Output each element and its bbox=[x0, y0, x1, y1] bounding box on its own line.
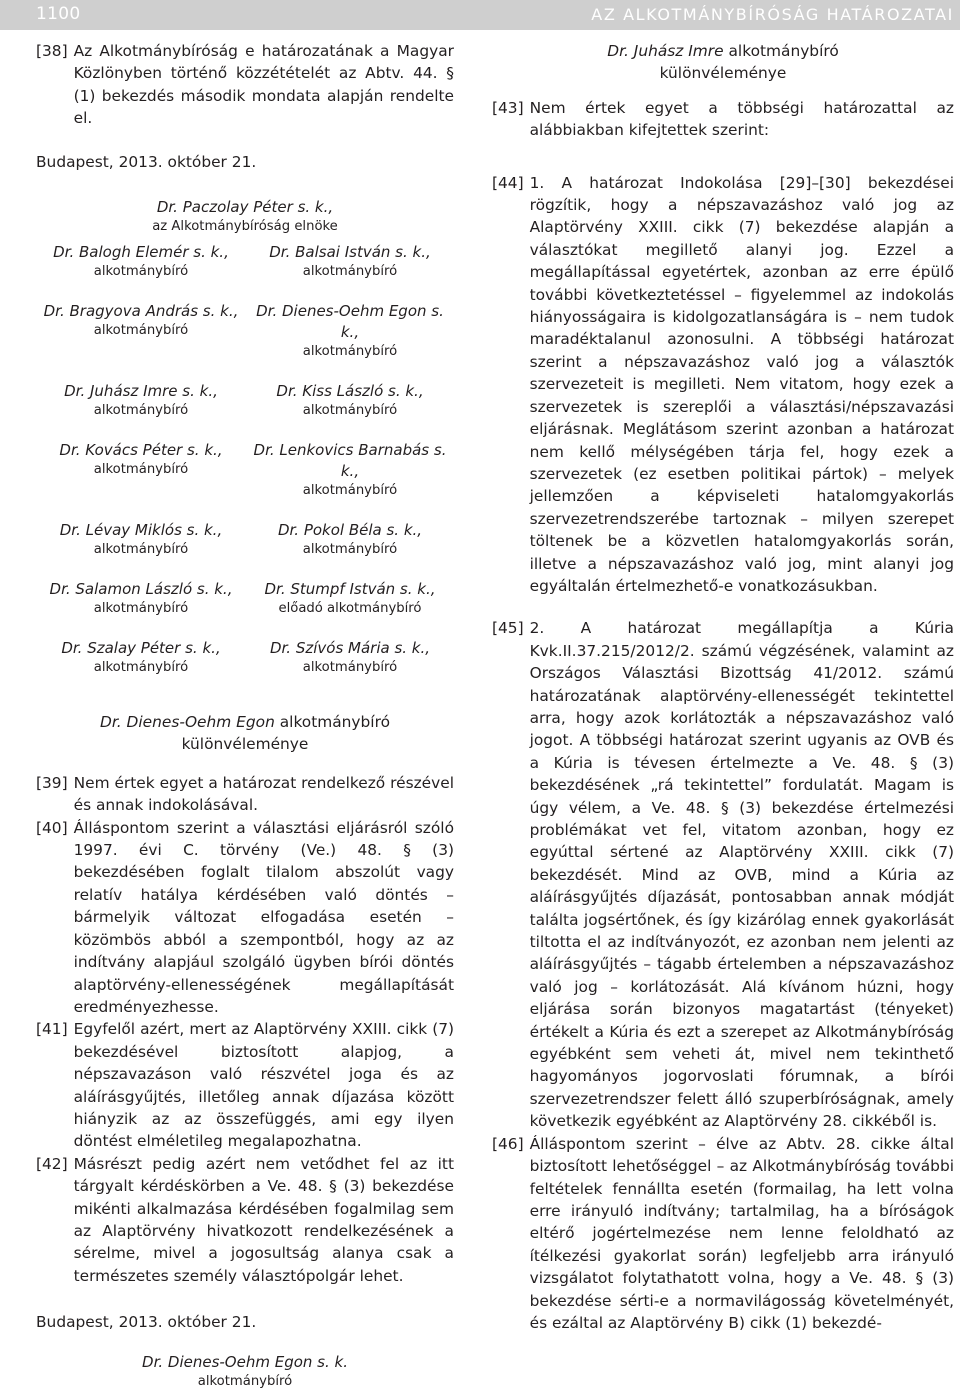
judge-role: előadó alkotmánybíró bbox=[278, 601, 422, 617]
judge-role: alkotmánybíró bbox=[302, 660, 398, 676]
judge-signature bbox=[246, 381, 454, 420]
paragraph-42 bbox=[36, 1153, 454, 1287]
paragraph-41 bbox=[36, 1018, 454, 1152]
judge-name: Dr. Dienes-Oehm Egon s. k., bbox=[256, 302, 444, 342]
dissent-author: Dr. Juhász Imre bbox=[607, 42, 724, 60]
running-title: AZ ALKOTMÁNYBÍRÓSÁG HATÁROZATAI bbox=[591, 5, 954, 24]
signatory-name: Dr. Paczolay Péter s. k., bbox=[156, 198, 334, 217]
judge-role: alkotmánybíró bbox=[302, 483, 398, 499]
paragraph-text: Álláspontom szerint – élve az Abtv. 28. cikke által biztosított lehetőséggel – az Alkotmánybíróság további feltételek fennállta esetén (formailag, ha lett volna erre irányuló indítvány; tartalmilag, ha a bíróságok eltérő jogértelmezése nem lenne feloldható az ítélkezési gyakorlat során) legfeljebb arra irányuló vizsgálatot folytathatott volna, hogy a Ve. 48. § (3) bekezdése sérti-e a normavilágosság követelményét, és ezáltal az Alaptörvény B) cikk (1) bekezdé- bbox=[529, 1134, 954, 1332]
signatory-role: az Alkotmánybíróság elnöke bbox=[152, 219, 338, 235]
paragraph-44 bbox=[492, 172, 954, 598]
judge-name: Dr. Szívós Mária s. k., bbox=[269, 639, 431, 658]
dissent-final-signature bbox=[36, 1352, 454, 1391]
paragraph-number: [45] bbox=[492, 619, 524, 638]
judge-role: alkotmánybíró bbox=[93, 660, 189, 676]
judge-role: alkotmánybíró bbox=[93, 323, 189, 339]
paragraph-number: [44] bbox=[492, 173, 524, 192]
judge-signature bbox=[246, 301, 454, 361]
paragraph-number: [43] bbox=[492, 98, 524, 117]
judge-signature bbox=[36, 242, 246, 281]
judge-signature bbox=[36, 638, 246, 677]
judge-name: Dr. Pokol Béla s. k., bbox=[277, 521, 423, 540]
paragraph-number: [38] bbox=[36, 42, 68, 60]
paragraph-40 bbox=[36, 817, 454, 1019]
judge-name: Dr. Juhász Imre s. k., bbox=[64, 382, 218, 401]
judge-signature bbox=[246, 520, 454, 559]
signatory-name: Dr. Dienes-Oehm Egon s. k. bbox=[142, 1352, 348, 1371]
paragraph-text: Nem értek egyet a határozat rendelkező részével és annak indokolásával. bbox=[73, 773, 454, 815]
paragraph-number: [40] bbox=[36, 818, 68, 837]
running-header bbox=[0, 0, 960, 30]
judge-signature bbox=[246, 579, 454, 618]
president-signature bbox=[36, 197, 454, 236]
dissent-label: különvéleménye bbox=[659, 64, 787, 83]
judge-role: alkotmánybíró bbox=[302, 542, 398, 558]
paragraph-43 bbox=[492, 97, 954, 142]
signatory-role: alkotmánybíró bbox=[197, 1373, 293, 1389]
dissent-author-role: alkotmánybíró bbox=[728, 42, 839, 60]
dissent-date: Budapest, 2013. október 21. bbox=[36, 1313, 257, 1332]
judge-signature bbox=[246, 242, 454, 281]
paragraph-number: [41] bbox=[36, 1020, 68, 1039]
paragraph-text: Álláspontom szerint a választási eljárásról szóló 1997. évi C. törvény (Ve.) 48. § (3) bekezdésében foglalt tilalom abszolút vagy relatív hatálya kérdésében való döntés – bármelyik változat elfogadása esetén – közömbös abból a szempontból, hogy az az indítvány alapjául szolgáló ügyben bírói döntés alaptörvény-ellenességének megállapítását eredményezhesse. bbox=[73, 818, 454, 1016]
judge-signature bbox=[36, 520, 246, 559]
judge-name: Dr. Szalay Péter s. k., bbox=[61, 639, 221, 658]
judge-role: alkotmánybíró bbox=[93, 264, 189, 280]
judge-name: Dr. Balogh Elemér s. k., bbox=[53, 243, 229, 262]
dissent-label: különvéleménye bbox=[181, 735, 309, 754]
dissent-author-role: alkotmánybíró bbox=[279, 713, 390, 732]
paragraph-text: 2. A határozat megállapítja a Kúria Kvk.II.37.215/2012/2. számú végzésének, valamint az Országos Választási Bizottság 41/2012. számú határozatának alaptörvény-ellenességét tekintettel arra, hogy azok korlátozták a népszavazáshoz való jogot. A többségi határozat szerint ugyanis az OVB és a Kúria is tévesen értelmezte a Ve. 48. § (3) bekezdésének „rá tekintettel” fordulatát. Magam is úgy vélem, a Ve. 48. § (3) bekezdése értelmezési problémákat vet fel, vitatom azonban, hogy ez egyúttal sértené az Alaptörvény XXIII. cikk (7) bekezdését. Mind az OVB, mind a Kúria az aláírásgyűjtés díjazását, pontosabban annak módját találta jogsértőnek, és így kizárólag ennek gyakorlását tiltotta el az indítványozót, ez azonban nem jelenti az aláírásgyűjtés – tágabb értelemben a népszavazáshoz való jog – korlátozását. Alá kívánom húzni, hogy eljárása során bizonyos magatartást (tényeket) értékelt a Kúria és ezt a szerepet az Alkotmánybíróság egyébként sem veheti át, mivel nem tekinthető hagyományos jogorvoslati fórumnak, a bírói szervezetrendszer felett álló szuperbíróságnak, amely következik egyébként az Alaptörvény 28. cikkéből is. bbox=[529, 619, 954, 1131]
dissent-author: Dr. Dienes-Oehm Egon bbox=[100, 713, 275, 732]
judge-signature bbox=[36, 301, 246, 361]
decision-date: Budapest, 2013. október 21. bbox=[36, 152, 257, 171]
judge-name: Dr. Stumpf István s. k., bbox=[264, 580, 436, 599]
judge-name: Dr. Lenkovics Barnabás s. k., bbox=[253, 441, 447, 481]
paragraph-text: 1. A határozat Indokolása [29]–[30] bekezdései rögzítik, hogy a népszavazáshoz való jog az Alaptörvény XXIII. cikk (7) bekezdése alapján a választókat megillető alanyi jog. Ezzel a megállapítással egyetértek, azonban az erre épülő további következtetéssel – figyelemmel az indokolás hiányosságaira is kidolgozatlanságára is – nem tudok maradéktalanul azonosulni. A többségi határozat szerint a népszavazáshoz való jog a választók szervezeteit is megilleti. Nem vitatom, hogy ezek a szervezetek is szereplői a választási/népszavazási eljárásnak. Meglátásom szerint azonban a határozat nem kellő mélységében tárja fel, hogy ezek a szervezetek (ez esetben politikai pártok) – melyek jellemzően a képviseleti hatalomgyakorlás szervezetrendszerébe tartoznak – milyen szerepet töltenek be a közvetlen hatalomgyakorlás során, illetve a népszavazáshoz való jog, mint alanyi jog egyáltalán értelmezhető-e vonatkozásukban. bbox=[529, 173, 954, 595]
paragraph-number: [42] bbox=[36, 1154, 68, 1173]
paragraph-38 bbox=[36, 40, 454, 130]
paragraph-number: [39] bbox=[36, 773, 68, 792]
right-column bbox=[492, 40, 954, 1334]
judge-name: Dr. Balsai István s. k., bbox=[269, 243, 431, 262]
judge-name: Dr. Lévay Miklós s. k., bbox=[59, 521, 223, 540]
judge-signature bbox=[246, 440, 454, 500]
dissent-heading-dienes bbox=[36, 711, 454, 756]
judge-name: Dr. Kiss László s. k., bbox=[276, 382, 424, 401]
judges-signature-grid bbox=[36, 242, 454, 677]
judge-role: alkotmánybíró bbox=[93, 542, 189, 558]
judge-signature bbox=[246, 638, 454, 677]
paragraph-39 bbox=[36, 772, 454, 817]
judge-name: Dr. Kovács Péter s. k., bbox=[59, 441, 223, 460]
left-column bbox=[36, 40, 454, 1391]
judge-role: alkotmánybíró bbox=[302, 344, 398, 360]
judge-signature bbox=[36, 440, 246, 500]
judge-name: Dr. Bragyova András s. k., bbox=[43, 302, 239, 321]
paragraph-text: Nem értek egyet a többségi határozattal az alábbiakban kifejtettek szerint: bbox=[529, 98, 954, 140]
judge-role: alkotmánybíró bbox=[93, 601, 189, 617]
page-number: 1100 bbox=[36, 4, 81, 24]
paragraph-text: Az Alkotmánybíróság e határozatának a Magyar Közlönyben történő közzétételét az Abtv. 44. § (1) bekezdés második mondata alapján rendelte el. bbox=[73, 42, 454, 128]
judge-role: alkotmánybíró bbox=[93, 403, 189, 419]
dissent-heading-juhasz bbox=[492, 40, 954, 85]
paragraph-46 bbox=[492, 1133, 954, 1335]
judge-role: alkotmánybíró bbox=[302, 403, 398, 419]
judge-name: Dr. Salamon László s. k., bbox=[49, 580, 233, 599]
paragraph-number: [46] bbox=[492, 1134, 524, 1153]
judge-signature bbox=[36, 579, 246, 618]
judge-role: alkotmánybíró bbox=[302, 264, 398, 280]
judge-role: alkotmánybíró bbox=[93, 462, 189, 478]
judge-signature bbox=[36, 381, 246, 420]
paragraph-text: Másrészt pedig azért nem vetődhet fel az itt tárgyalt kérdéskörben a Ve. 48. § (3) bekezdése mikénti alkalmazása kérdésében fogalmilag sem az Alaptörvény hivatkozott rendelkezésének a sérelme, mivel a jogosultság alanya csak a természetes személy választópolgár lehet. bbox=[73, 1154, 454, 1285]
paragraph-45 bbox=[492, 617, 954, 1132]
dissent-paragraphs bbox=[36, 772, 454, 1287]
paragraph-text: Egyfelől azért, mert az Alaptörvény XXIII. cikk (7) bekezdésével biztosított alapjog, a népszavazáson való részvétel joga és az aláírásgyűjtés, illetőleg annak díjazása között hiányzik az az összefüggés, ami egy ilyen döntést elméletileg megalapozhatna. bbox=[73, 1020, 454, 1151]
